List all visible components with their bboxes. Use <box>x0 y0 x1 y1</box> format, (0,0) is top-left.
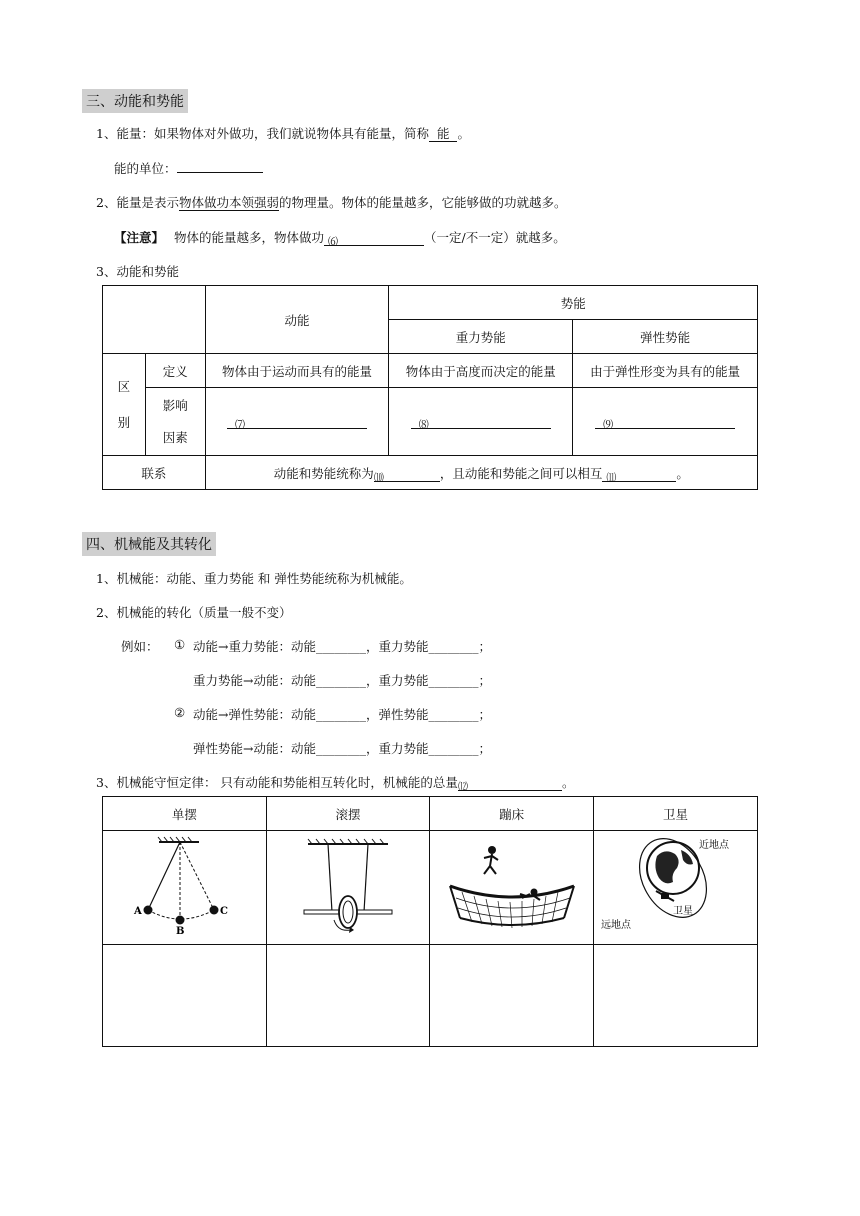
answer-meaning: 物体做功本领强弱 <box>178 195 279 210</box>
trampoline-icon <box>442 836 582 936</box>
subheading-kinetic-potential: 3、动能和势能 <box>96 264 179 279</box>
satellite-answer[interactable] <box>594 945 758 1047</box>
col-pendulum: 单摆 <box>103 797 267 831</box>
factor-gravity[interactable]: ⑻ <box>389 388 573 456</box>
row-def: 定义 <box>145 354 205 388</box>
satellite-label-apogee: 远地点 <box>600 920 631 931</box>
row-gravity-to-kinetic: 重力势能→动能：动能________，重力势能________； <box>193 673 491 688</box>
unit-blank[interactable] <box>177 160 263 173</box>
link-content: 动能和势能统称为⑽ ，且动能和势能之间可以相互 ⑾ 。 <box>205 456 757 490</box>
maxwell-wheel-figure <box>266 831 430 945</box>
pendulum-answer[interactable] <box>103 945 267 1047</box>
satellite-label-perigee: 近地点 <box>698 840 729 851</box>
trampoline-answer[interactable] <box>430 945 594 1047</box>
trampoline-figure <box>430 831 594 945</box>
header-potential: 势能 <box>389 286 758 320</box>
header-elastic: 弹性势能 <box>573 320 758 354</box>
factor-kinetic[interactable]: ⑺ <box>205 388 389 456</box>
row-kinetic-to-elastic: 动能→弹性势能：动能________，弹性势能________； <box>193 707 491 722</box>
energy-definition: 1、能量：如果物体对外做功，我们就说物体具有能量，简称 能 。 <box>96 126 470 141</box>
maxwell-wheel-icon <box>288 836 408 936</box>
note-label: 【注意】 <box>114 230 165 245</box>
header-gravity: 重力势能 <box>389 320 573 354</box>
blank-6[interactable]: ⑹ <box>324 233 424 246</box>
col-maxwell-wheel: 滚摆 <box>266 797 430 831</box>
section-4-title: 四、机械能及其转化 <box>82 532 216 556</box>
section-3-title: 三、动能和势能 <box>82 89 188 113</box>
circle-1: ① <box>174 637 186 652</box>
row-kinetic-to-gravity: 动能→重力势能：动能________，重力势能________； <box>193 639 491 654</box>
energy-meaning: 2、能量是表示物体做功本领强弱的物理量。物体的能量越多，它能够做的功就越多。 <box>96 195 567 210</box>
def-elastic: 由于弹性形变为具有的能量 <box>573 354 758 388</box>
header-kinetic: 动能 <box>205 286 389 354</box>
row-factor: 影响因素 <box>145 388 205 456</box>
energy-table <box>102 285 758 490</box>
satellite-figure <box>594 831 758 945</box>
satellite-orbit-icon <box>601 834 751 938</box>
pendulum-icon <box>124 836 244 936</box>
conservation-law: 3、机械能守恒定律： 只有动能和势能相互转化时，机械能的总量⑿ 。 <box>96 775 575 793</box>
satellite-label-satellite: 卫星 <box>672 906 693 917</box>
blank-12[interactable]: ⑿ <box>458 778 562 791</box>
row-diff: 区别 <box>103 354 146 456</box>
mech-energy-def: 1、机械能：动能、重力势能 和 弹性势能统称为机械能。 <box>96 571 412 586</box>
pendulum-label-a: A <box>134 906 143 917</box>
example-label: 例如： <box>121 639 159 654</box>
mech-energy-conversion: 2、机械能的转化（质量一般不变） <box>96 605 292 620</box>
factor-elastic[interactable]: ⑼ <box>573 388 758 456</box>
examples-table <box>102 796 758 1047</box>
blank-11[interactable]: ⑾ <box>602 469 676 482</box>
col-satellite: 卫星 <box>594 797 758 831</box>
row-link: 联系 <box>103 456 206 490</box>
header-blank <box>103 286 206 354</box>
maxwell-wheel-answer[interactable] <box>266 945 430 1047</box>
pendulum-label-c: C <box>220 906 229 917</box>
pendulum-figure <box>103 831 267 945</box>
pendulum-label-b: B <box>176 926 185 936</box>
col-trampoline: 蹦床 <box>430 797 594 831</box>
energy-unit: 能的单位： <box>114 159 263 177</box>
note-line: 【注意】 物体的能量越多，物体做功 ⑹ （一定/不一定）就越多。 <box>114 230 566 248</box>
def-kinetic: 物体由于运动而具有的能量 <box>205 354 389 388</box>
blank-10[interactable]: ⑽ <box>374 469 440 482</box>
row-elastic-to-kinetic: 弹性势能→动能：动能________，重力势能________； <box>193 741 491 756</box>
answer-neng: 能 <box>429 126 458 142</box>
def-gravity: 物体由于高度而决定的能量 <box>389 354 573 388</box>
circle-2: ② <box>174 705 186 720</box>
